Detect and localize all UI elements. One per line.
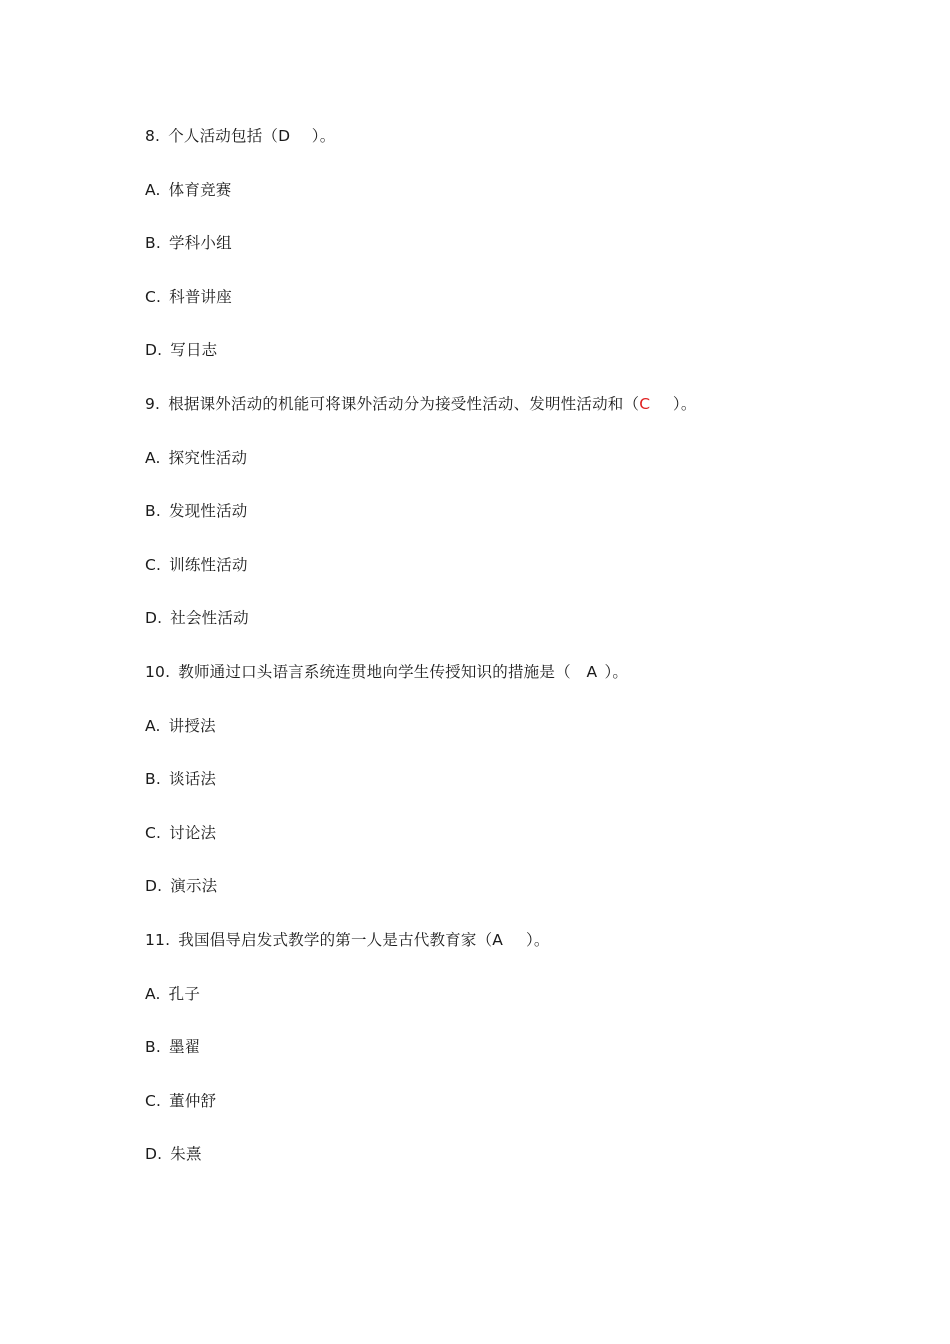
question-text-end: ）。 <box>657 394 697 413</box>
question-text: 教师通过口头语言系统连贯地向学生传授知识的措施是（ <box>178 662 587 681</box>
question-text-end: ）。 <box>296 127 336 145</box>
option-text: 讲授法 <box>168 716 216 735</box>
question-stem <box>145 391 865 445</box>
option-text: 演示法 <box>170 877 218 896</box>
option-item <box>145 1141 865 1195</box>
option-item <box>145 1034 865 1088</box>
option-label: C. <box>145 823 162 842</box>
question-number: 11. <box>145 930 171 949</box>
option-text: 科普讲座 <box>169 287 232 306</box>
option-item <box>145 552 865 606</box>
option-text: 体育竞赛 <box>168 180 232 199</box>
option-text: 墨翟 <box>168 1038 201 1057</box>
option-label: A. <box>145 984 161 1003</box>
option-item <box>145 1088 865 1142</box>
option-label: D. <box>145 877 163 896</box>
option-label: D. <box>145 1145 163 1164</box>
question-number: 8. <box>145 127 161 145</box>
option-label: B. <box>145 234 161 253</box>
option-label: D. <box>145 609 163 628</box>
question-list <box>145 123 865 1195</box>
question-stem <box>145 659 865 713</box>
question-text: 个人活动包括（ <box>168 127 279 145</box>
option-item <box>145 981 865 1035</box>
option-item <box>145 284 865 338</box>
option-label: A. <box>145 180 161 199</box>
option-item <box>145 820 865 874</box>
option-item <box>145 873 865 927</box>
answer-letter: A <box>492 930 504 949</box>
option-text: 写日志 <box>170 341 218 360</box>
option-text: 探究性活动 <box>168 448 248 467</box>
question-text: 根据课外活动的机能可将课外活动分为接受性活动、发明性活动和（ <box>168 394 640 413</box>
option-text: 孔子 <box>168 984 201 1003</box>
answer-letter: C <box>639 394 651 413</box>
question-text: 我国倡导启发式教学的第一人是古代教育家（ <box>178 930 493 949</box>
question-stem <box>145 927 865 981</box>
option-label: B. <box>145 502 161 521</box>
option-text: 社会性活动 <box>170 609 249 628</box>
option-label: D. <box>145 341 163 360</box>
option-text: 学科小组 <box>168 234 232 253</box>
answer-letter: D <box>278 127 291 145</box>
option-item <box>145 498 865 552</box>
question-text-end: ）。 <box>510 930 550 949</box>
option-text: 朱熹 <box>170 1145 202 1164</box>
option-text: 董仲舒 <box>169 1091 217 1110</box>
option-label: A. <box>145 448 161 467</box>
option-label: C. <box>145 287 162 306</box>
option-text: 谈话法 <box>168 770 217 789</box>
option-item <box>145 337 865 391</box>
option-text: 发现性活动 <box>168 502 248 521</box>
option-item <box>145 445 865 499</box>
option-item <box>145 230 865 284</box>
answer-letter: A <box>586 662 598 681</box>
option-text: 训练性活动 <box>169 555 248 574</box>
question-number: 10. <box>145 662 171 681</box>
option-text: 讨论法 <box>169 823 217 842</box>
option-label: B. <box>145 1038 161 1057</box>
question-text-end: ）。 <box>604 662 629 681</box>
question-stem <box>145 123 865 177</box>
option-item <box>145 713 865 767</box>
option-label: B. <box>145 770 161 789</box>
option-item <box>145 177 865 231</box>
option-label: A. <box>145 716 161 735</box>
option-item <box>145 766 865 820</box>
option-label: C. <box>145 1091 162 1110</box>
option-item <box>145 605 865 659</box>
option-label: C. <box>145 555 162 574</box>
question-number: 9. <box>145 394 161 413</box>
